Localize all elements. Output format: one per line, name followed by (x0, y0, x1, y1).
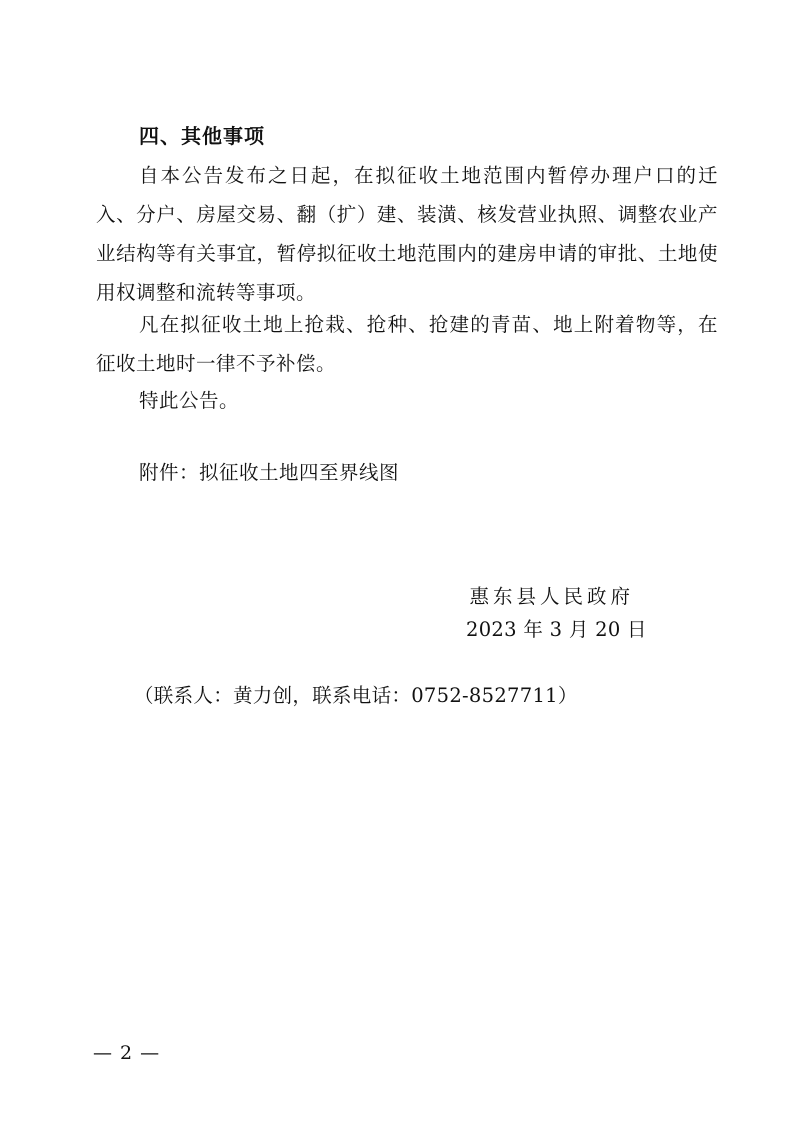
issuing-organization: 惠东县人民政府 (469, 585, 634, 608)
attachment-note: 附件：拟征收土地四至界线图 (139, 461, 400, 484)
issue-date: 2023 年 3 月 20 日 (466, 618, 647, 641)
contact-info: （联系人：黄力创，联系电话：0752-8527711） (134, 684, 578, 707)
body-paragraph-compensation: 凡在拟征收土地上抢栽、抢种、抢建的青苗、地上附着物等，在征收土地时一律不予补偿。 (96, 313, 718, 375)
closing-statement: 特此公告。 (139, 389, 240, 412)
page-number: — 2 — (93, 1042, 161, 1064)
body-paragraph-suspension: 自本公告发布之日起，在拟征收土地范围内暂停办理户口的迁入、分户、房屋交易、翻（扩）建、装潢、核发营业执照、调整农业产业结构等有关事宜，暂停拟征收土地范围内的建房申请的审批、土地使用权调整和流转等事项。 (96, 164, 718, 304)
section-heading: 四、其他事项 (139, 124, 265, 148)
